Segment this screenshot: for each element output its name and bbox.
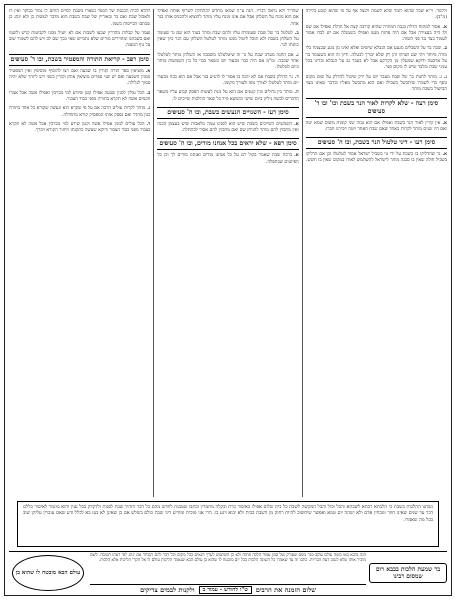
paragraph [9, 106, 150, 119]
document-page [4, 4, 452, 596]
paragraph [157, 31, 298, 50]
paragraph-number: א. [294, 153, 299, 159]
paragraph-number: ה. [294, 90, 299, 96]
paragraph [157, 75, 298, 88]
paragraph-text: לטלטל בר של שבת שעומדת עליו ולחם שבת ומהר בעוד הוא שם נר שעומד על השלחן בשבת ולא תוכל ליטול ממנו מותר לטלטל השלחן עם הנר כיון שאין כוונתו לנר. [157, 30, 299, 49]
paragraph-text: השמשים השייכים בשבת שיש הוא לפנינו עמה מלאכות שיש בעצמן הכנה ואין מתכוין להם מותר להניחן שם ואם מתכוין להם אסור לכתחלה. [157, 121, 299, 134]
paragraph-number: א. [442, 120, 447, 126]
paragraph-text: מותר בין גדולים ובין קטנים אם הוא על מנת לעשות הפסק קבוע עליו משאר הדברים לבשה גיליון ביום שישי וכשיצא מיד כל שאר ההלכות שייכים לו. [157, 90, 299, 102]
boxed-note: נשתנו ההלכות בשבת כי הלכתא רבתא לשבתא והבל וכול והבל המקשה לשבת כל בית שלום אפילו באיסור כרת ובקלה מחמרין וכתבו שטכנת לחדש מהם כל דבר הזהיר שבת לפנות ולדקדק בכל ענין והוא מוגמר לאיסור כללם דבר עד שנים שאינו חוזר ומבחין אדם ולא ישהה יום טמא ואפשר שיחשוב להיות רחוק מן השבת בבית ולא יבוא ויגע בו. הרי אני מוכיח ומודיע דיני שבת כולם בשלש אם כן שאינן לא בעו בא לכלל ודע שאם עוברין עליהן שוב בכל מה שאמרו. [17, 501, 439, 547]
paragraph-text: אין קורין לאור הנר בשבת ואפילו אם הוא גבוה שני קומות משום שמא יטה ואם היו שנים מותר לקרות כאחד שאם שכח האחד ויטה יזכירנו חברו. [305, 120, 447, 132]
paragraph [306, 152, 447, 165]
section-heading: סימן רעה - שלא לקרות לאור הנר בשבת וכו' ובו ד' סעיפים [306, 98, 447, 118]
paragraph-number: א. [442, 24, 447, 30]
paragraph [9, 69, 150, 88]
paragraph-text: להלא לבית הכנסת של הכפר נשארו בשבת לסיים הוחם לו גמור בבוקר ואין לו ולאכול שבת ואם בר ובאוריין של שבת בשבת הוא מדבר לעשות כן ולא ינהג כן שכתבו הבייסות כשמו. [9, 9, 151, 27]
paragraph-text: נר הדולק בשבת אם לא יהנה בו אסור לו להגיע בנר אבל אם הוא כבה מבעוד יום מותר לטלטלו לצורך גופו ולצורך מקומו. [157, 74, 299, 86]
paragraph [306, 46, 447, 71]
paragraph-text: מוציאין ספר תורה וקורין בו שבעה ואם רצו להוסיף מוסיפין ואין המפטיר ממנין השבעה ואם יש שני ספרים מוציאין אותן וקורין בשני ויש ליזהר שלא יהיה סמוך לגלילה. [9, 68, 151, 87]
paragraph-number: א. [442, 152, 447, 158]
logo-left [9, 552, 87, 594]
paragraph-number: ג. [443, 74, 447, 80]
motto-right: שלום הזמנה את הרבים [255, 586, 316, 594]
column-right [302, 9, 447, 497]
paragraph-text: ג. מותר לחנות בר של שבת מעבר יום על ירק שיכול להדלק על שום מקום נוסף כדי לשמרו שיתבשל בשבילו ואם הוא מתבשל מאליו ובדבר שאינו מצוי הבישול בשבת מותר. [305, 74, 447, 93]
paragraph [157, 153, 298, 166]
page-reference: ט"ו לחודש - עמוד ב [199, 586, 252, 594]
column-left [9, 9, 150, 497]
paragraph [9, 122, 150, 135]
paragraph [9, 9, 150, 28]
paragraph-number: א. [294, 121, 299, 127]
paragraph-number: ב. [443, 46, 447, 52]
text-columns [9, 9, 447, 497]
paragraph-number: ב. [146, 90, 151, 96]
paragraph-text: אם התנה מערב שבת על נר זה שיטלטלנו משכבה או השלחן מותר לטלטלו אחר שכבה. ומ"מ אם היה כבוי מבעוד יום ונשאר כבוי כל בין השמשות מותר ביום לטלטלו. [157, 52, 299, 71]
paragraph-text: וללמד. וי"א שכל שהוא לומד שלא לשמה ולנצל אף על פי שהוא קובע בלילה (מ"ב). [305, 9, 447, 21]
paragraph [9, 91, 150, 104]
paragraph [306, 75, 447, 94]
paragraph [157, 90, 298, 103]
paragraph-text: שהדיר ולא נראה דבריו. הנה ע"ה שמאו מחדש לכתחלה לשרוף אותה ואפילו אם הוא מונח על השלחן אבל אם אינו מונח עליו מותר להוציא ולהכניס אותו בנר אחר. [157, 9, 299, 27]
paragraph-number: א. [145, 68, 151, 74]
paragraph [157, 9, 298, 28]
paragraph-text: ועמד על קבלות מהדרין שבעו לשבות אם לא יועיל ממנו לקביעות קדש ולשמו ואם בשבתנו ומחוירים מורים שלא נתבייש שאי בכך שם לב ויש להם לשמור שוב על גוף המצוה. [9, 30, 151, 49]
paragraph-number: ג. [147, 106, 151, 112]
motto-left: ולקנות לבמים צדיקים [140, 586, 195, 594]
logo-right [369, 552, 447, 594]
section-heading: סימן רעו - דיני טלטול הנר בשבת, ובו ה' סעיפים [306, 137, 447, 149]
paragraph [306, 25, 447, 44]
paragraph-text: ברכת שבת שאמר בקול רם על כל אנחנו מודים ואנחנו מודים לך וכן כל הפיוטים שבתפלה. [157, 153, 299, 165]
footer-middle [87, 552, 369, 594]
paragraph-text: אסור למתוח הדלת בגבה המוזרה שהיא קרובה קצת אל הדלת ואפילו אם שם ולו היה בעצירה אבל אם היה פתוח מגעו ואפילו כשמגלה אם יש לבדו אסור לעמוד בצד נגד פני השוה. [305, 24, 447, 43]
logo-right-text: בר שמעת הלכות בבבא ויום שמסום רבינו [369, 563, 447, 583]
paragraph-text: נר שהדליקו בו בשבת על ידי גוי בשביל ישראל אסור לטלטלו וכן אם הדליקו בשביל חולה שאין בו סכנה מותר לישראל להשתמש לאורו במקום שאין בו חשש. [305, 152, 447, 164]
paragraph-number: ד. [294, 74, 299, 80]
paragraph-number: ב. [294, 30, 299, 36]
logo-left-text: עולם הבא מובטח לו שהוא בן [12, 555, 84, 591]
section-heading: סימן רפב - קריאת התורה והמפטיר בשבת, ובו ד' סעיפים [9, 54, 150, 66]
paragraph-text: הכל עולים למנין אפילו אשה וקטן שידע למי מברכין אבל אשה לא תקרא בצבור מפני כבוד הצבור ודוקא שעשה כתקנתו ויחזור הקורא ויברך. [9, 121, 151, 134]
footer-fine-print: הנה מובא באו משה עולם עוקב מגר בשם שעורק ועל סמן עמוד הלכה פתוח ולא כן השתמש לערך הנאים בכל מקום וכל דבר להם הבוחר אם ינהג לפי דעתו הטובה. לשם מזכיר אותו שלא לגנוב דעת הבריות. כתבו זה עד שאמרו כל השונה הלכות בכל יום מובטח לו שהוא בן עולם הבא שנאמר הליכות עולם לו אל תקרי הליכות אלא הלכות. [90, 552, 366, 563]
paragraph [9, 31, 150, 50]
column-middle [153, 9, 298, 497]
paragraph-text: מותר לקרות עולים הרבה אם על פי שקרא הוא ונעשה שקורא כל אחד בתורה כגון מהדר ואם נפסק אותו המפסיק קורא מתחילה. [9, 106, 151, 118]
paragraph [157, 53, 298, 72]
footer [9, 551, 447, 594]
paragraph [306, 121, 447, 134]
section-heading: סימן רעז - השנויים הנעשים בשבת, ובו ה' סעיפים [157, 107, 298, 119]
paragraph-text: שכה בר על השבלים מגעע אם הנבלא שישים ואלא ואינו מן נוגע שבצמח בלי מורה מיוחד ויהי שם ושדהו והן רק שלא יבורך לבטלה. ודיון זה הוא כשעומד בר על ארבעה ודוקא שמעלין מן הקרקע אבל לא בעבר גב על הנבלא ובדינו בכל עניני שבת ובלבד שיש לו מקום פנוי. [305, 46, 447, 71]
section-heading: סימן רפא - שלא יראים בכל אנחנו מודים, ובו ה' סעיפים [157, 138, 298, 150]
paragraph-number: ג. [295, 52, 299, 58]
footer-bar [90, 584, 366, 594]
paragraph-number: ד. [146, 121, 151, 127]
paragraph-text: הכל עולין למנין שבעה אפילו קטן שיודע למי מברכין ואפילו אשה אבל אמרו חכמים אשה לא תקרא בתורה מפני כבוד הצבור. [9, 90, 151, 102]
paragraph [306, 9, 447, 22]
paragraph [157, 122, 298, 135]
